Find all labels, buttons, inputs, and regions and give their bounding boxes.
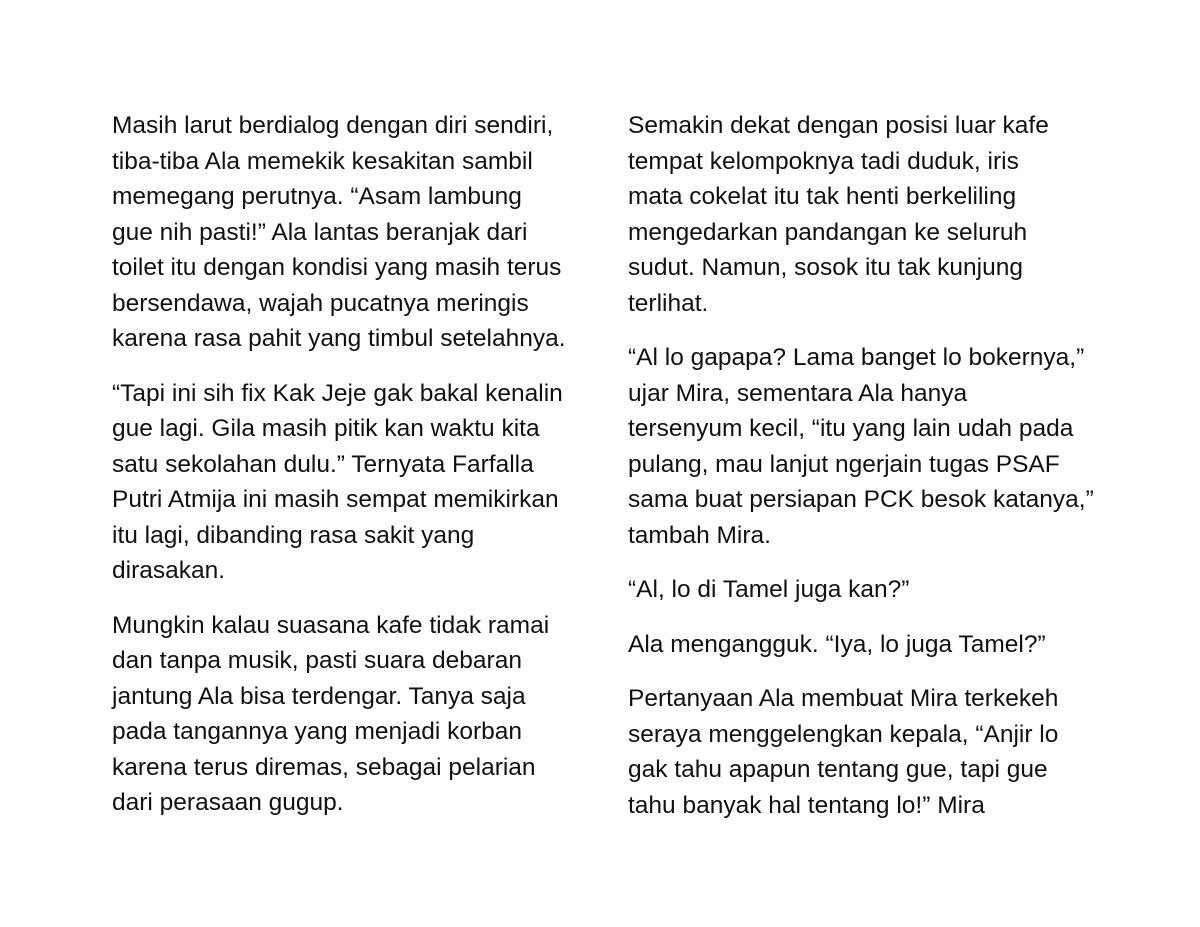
- paragraph: [112, 376, 592, 589]
- text-line: satu sekolahan dulu.” Ternyata Farfalla: [112, 450, 534, 478]
- text-line: dan tanpa musik, pasti suara debaran: [112, 647, 522, 674]
- text-line: Mungkin kalau suasana kafe tidak ramai: [112, 611, 550, 639]
- text-line: “Al lo gapapa? Lama banget lo bokernya,”: [628, 344, 1085, 371]
- text-line: memegang perutnya. “Asam lambung: [112, 183, 522, 210]
- paragraph: [628, 627, 1108, 663]
- text-line: terlihat.: [628, 289, 709, 317]
- text-line: gue nih pasti!” Ala lantas beranjak dari: [112, 218, 528, 246]
- left-column: [112, 108, 592, 840]
- text-line: bersendawa, wajah pucatnya meringis: [112, 289, 529, 317]
- text-line: tahu banyak hal tentang lo!” Mira: [628, 791, 985, 819]
- paragraph: [112, 608, 592, 821]
- text-line: sudut. Namun, sosok itu tak kunjung: [628, 254, 1023, 281]
- text-line: karena rasa pahit yang timbul setelahnya.: [112, 325, 566, 352]
- text-line: Masih larut berdialog dengan diri sendiri,: [112, 112, 554, 139]
- text-line: tersenyum kecil, “itu yang lain udah pada: [628, 415, 1074, 442]
- text-line: mata cokelat itu tak henti berkeliling: [628, 183, 1017, 210]
- text-line: “Tapi ini sih fix Kak Jeje gak bakal kenalin: [112, 379, 563, 407]
- text-line: sama buat persiapan PCK besok katanya,”: [628, 486, 1094, 513]
- text-line: pada tangannya yang menjadi korban: [112, 718, 523, 745]
- text-line: tempat kelompoknya tadi duduk, iris: [628, 147, 1019, 175]
- paragraph: [628, 681, 1108, 823]
- text-line: seraya menggelengkan kepala, “Anjir lo: [628, 720, 1059, 748]
- paragraph: [628, 340, 1108, 553]
- text-line: toilet itu dengan kondisi yang masih terus: [112, 254, 562, 281]
- text-line: gue lagi. Gila masih pitik kan waktu kita: [112, 415, 540, 442]
- text-line: jantung Ala bisa terdengar. Tanya saja: [112, 682, 526, 710]
- text-line: “Al, lo di Tamel juga kan?”: [628, 576, 910, 603]
- text-line: tambah Mira.: [628, 521, 771, 549]
- paragraph: [628, 108, 1108, 321]
- text-line: Putri Atmija ini masih sempat memikirkan: [112, 486, 559, 513]
- text-line: gak tahu apapun tentang gue, tapi gue: [628, 756, 1048, 783]
- text-line: Semakin dekat dengan posisi luar kafe: [628, 112, 1049, 139]
- text-line: dirasakan.: [112, 557, 226, 584]
- text-line: itu lagi, dibanding rasa sakit yang: [112, 521, 475, 549]
- paragraph: [112, 108, 592, 357]
- paragraph: [628, 572, 1108, 608]
- text-line: Pertanyaan Ala membuat Mira terkekeh: [628, 685, 1059, 712]
- text-line: Ala mengangguk. “Iya, lo juga Tamel?”: [628, 630, 1046, 658]
- text-line: mengedarkan pandangan ke seluruh: [628, 218, 1028, 246]
- text-line: ujar Mira, sementara Ala hanya: [628, 379, 968, 407]
- right-column: [628, 108, 1108, 842]
- text-line: pulang, mau lanjut ngerjain tugas PSAF: [628, 450, 1060, 478]
- text-line: tiba-tiba Ala memekik kesakitan sambil: [112, 147, 533, 175]
- text-line: karena terus diremas, sebagai pelarian: [112, 753, 536, 781]
- text-line: dari perasaan gugup.: [112, 789, 344, 816]
